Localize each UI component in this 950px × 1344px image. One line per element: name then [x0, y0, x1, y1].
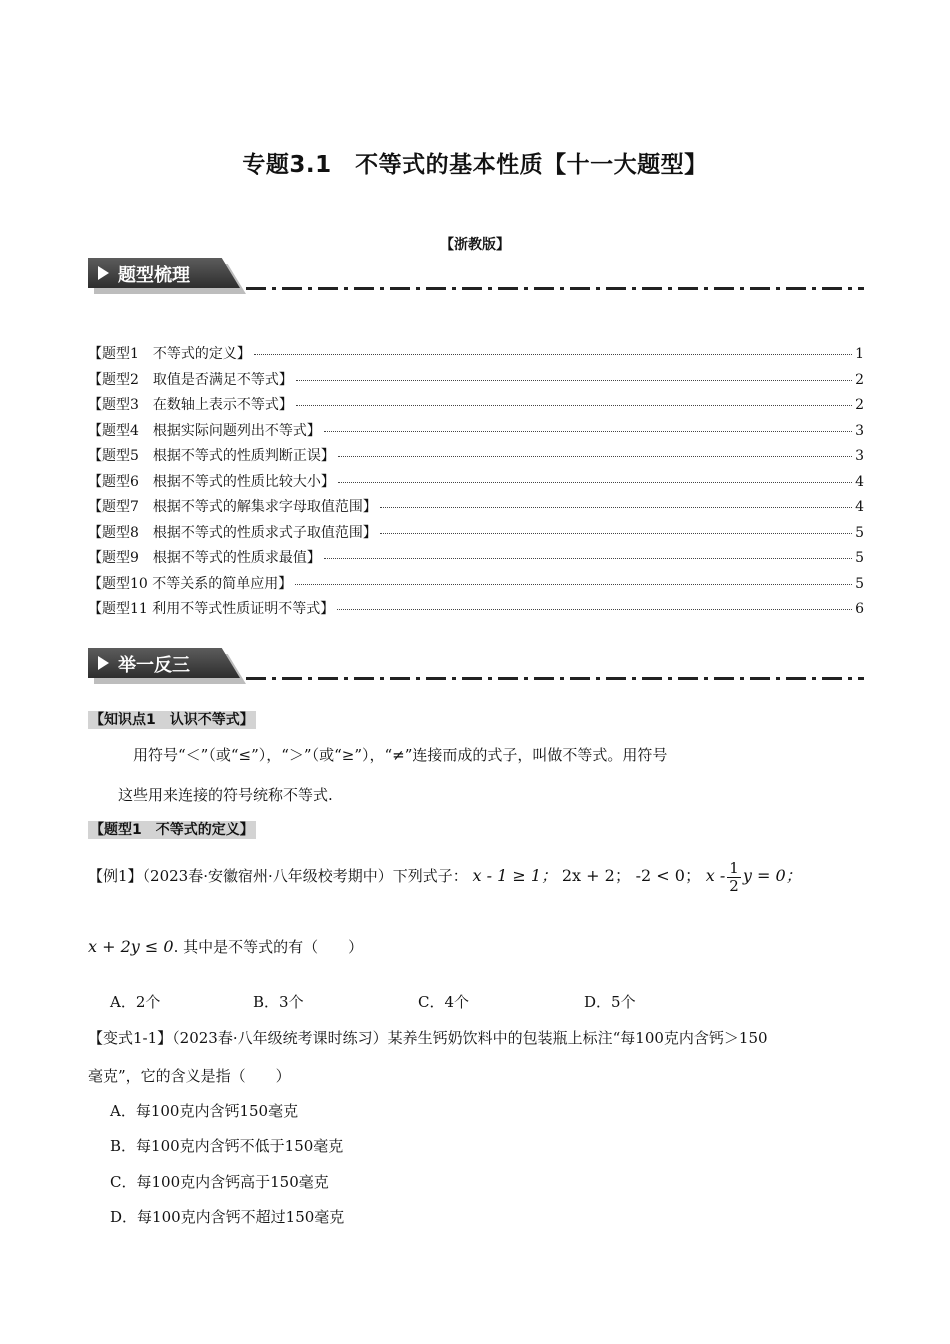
knowledge-heading: 【知识点1 认识不等式】 — [90, 712, 254, 728]
play-arrow-icon — [98, 266, 109, 280]
toc-item[interactable]: 【题型4 根据实际问题列出不等式】 3 — [88, 422, 864, 439]
page-title: 专题3.1 不等式的基本性质【十一大题型】 — [242, 152, 708, 178]
section-banner-examples — [88, 648, 248, 684]
option-a[interactable]: A．每100克内含钙150毫克 — [110, 1102, 299, 1120]
toc-item[interactable]: 【题型5 根据不等式的性质判断正误】 3 — [88, 448, 864, 464]
toc-item[interactable]: 【题型1 不等式的定义】 1 — [88, 346, 864, 362]
toc-item[interactable]: 【题型6 根据不等式的性质比较大小】 4 — [88, 473, 864, 490]
dash-divider — [246, 677, 864, 680]
option-c[interactable]: C．4个 — [418, 993, 470, 1011]
toc-item[interactable]: 【题型10 不等关系的简单应用】 5 — [88, 575, 864, 592]
option-b[interactable]: B．3个 — [253, 993, 304, 1011]
example-1-question-cont: x + 2y ≤ 0. 其中是不等式的有（ ） — [88, 937, 364, 956]
option-a[interactable]: A．2个 — [110, 993, 161, 1011]
play-arrow-icon — [98, 656, 109, 670]
option-d[interactable]: D．5个 — [584, 993, 636, 1011]
example-1-question: 【例1】（2023春·安徽宿州·八年级校考期中）下列式子： x - 1 ≥ 1； 2x + 2； -2 < 0； x - $\frac{1}{2}$ y = 0； — [88, 859, 802, 895]
toc-item[interactable]: 【题型9 根据不等式的性质求最值】 5 — [88, 550, 864, 566]
toc-item[interactable]: 【题型11 利用不等式性质证明不等式】 6 — [88, 601, 864, 617]
toc-item[interactable]: 【题型3 在数轴上表示不等式】 2 — [88, 397, 864, 413]
type-heading: 【题型1 不等式的定义】 — [90, 822, 254, 838]
knowledge-line: 这些用来连接的符号统称不等式. — [118, 786, 333, 804]
toc-item[interactable]: 【题型7 根据不等式的解集求字母取值范围】 4 — [88, 499, 864, 515]
section-banner-types — [88, 258, 248, 294]
banner-label: 举一反三 — [118, 655, 190, 676]
edition-label: 【浙教版】 — [440, 237, 510, 253]
toc-item[interactable]: 【题型8 根据不等式的性质求式子取值范围】 5 — [88, 524, 864, 541]
option-d[interactable]: D．每100克内含钙不超过150毫克 — [110, 1208, 345, 1226]
option-c[interactable]: C．每100克内含钙高于150毫克 — [110, 1173, 329, 1191]
dash-divider — [246, 287, 864, 290]
knowledge-line: 用符号“＜”（或“≤”），“＞”（或“≥”），“≠”连接而成的式子，叫做不等式。用符号 — [133, 746, 668, 764]
table-of-contents — [88, 343, 864, 624]
option-b[interactable]: B．每100克内含钙不低于150毫克 — [110, 1137, 344, 1155]
toc-item[interactable]: 【题型2 取值是否满足不等式】 2 — [88, 371, 864, 388]
banner-label: 题型梳理 — [118, 265, 190, 286]
variant-1-1-question: 【变式1-1】（2023春·八年级统考课时练习）某养生钙奶饮料中的包装瓶上标注“每100克内含钙＞150 — [88, 1029, 768, 1047]
variant-1-1-question-cont: 毫克”，它的含义是指（ ） — [88, 1067, 291, 1085]
